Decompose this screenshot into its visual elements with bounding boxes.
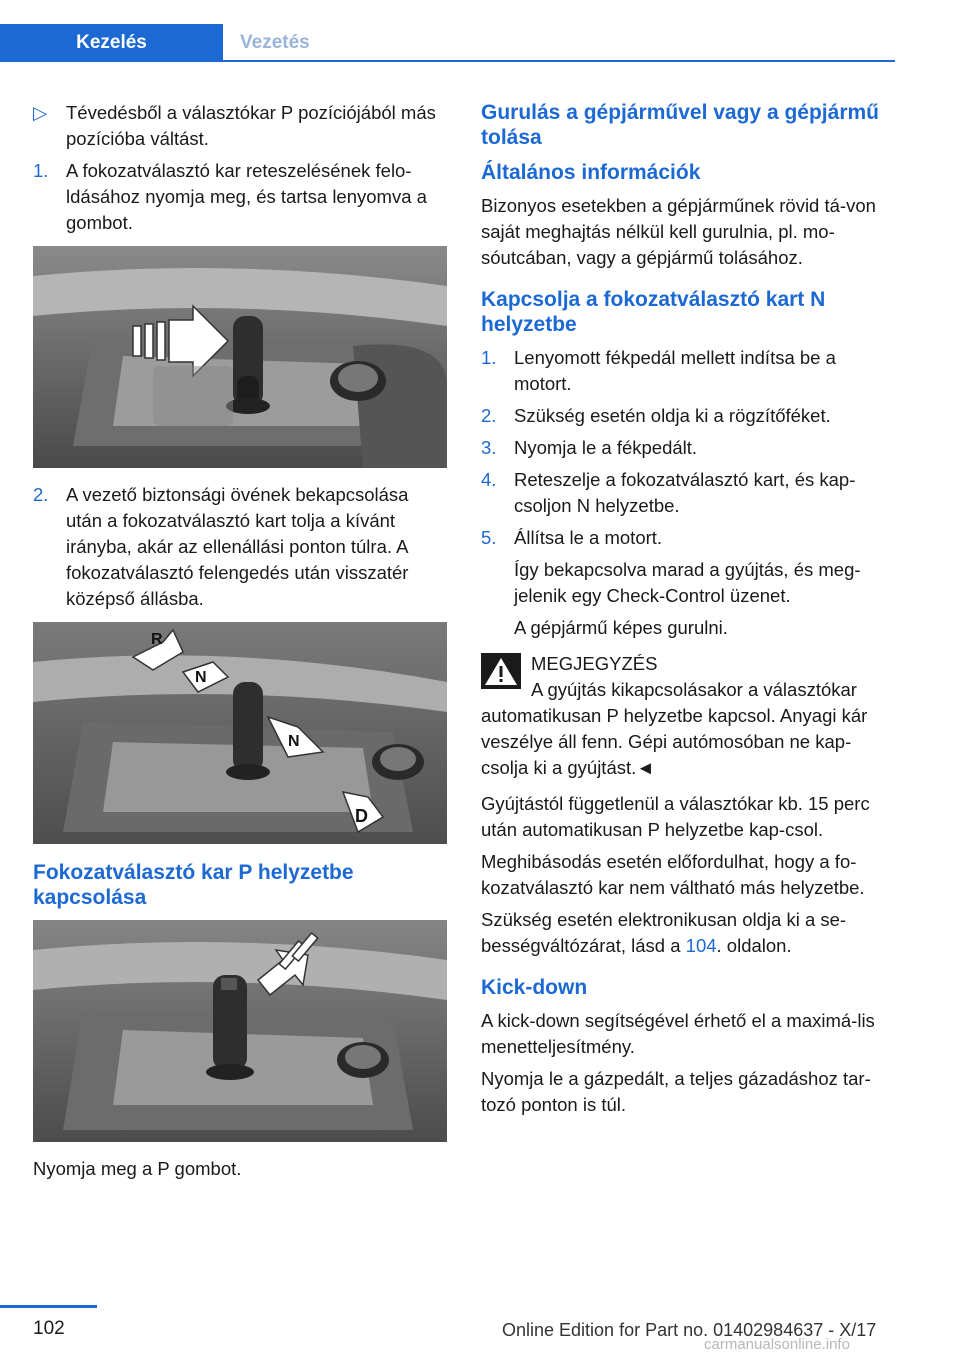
page-104-link[interactable]: 104 xyxy=(685,935,717,956)
step-number: 4. xyxy=(481,469,497,490)
step-5-detail: Így bekapcsolva marad a gyújtás, és meg‐jelenik egy Check-Control üzenet. xyxy=(514,559,861,606)
p-button-photo xyxy=(33,920,447,1142)
step-4 xyxy=(481,467,897,519)
kick-down-instruction: Nyomja le a gázpedált, a teljes gázadáshoz tar‐tozó ponton is túl. xyxy=(481,1068,871,1115)
footer-divider xyxy=(0,1305,97,1308)
tab-vezetes[interactable]: Vezetés xyxy=(240,32,310,53)
step-text: Szükség esetén oldja ki a rögzítőféket. xyxy=(514,405,831,426)
step-text: Nyomja le a fékpedált. xyxy=(514,437,698,458)
warning-triangle-icon xyxy=(481,653,521,689)
unlock-text-pre: Szükség esetén elektronikusan oldja ki a se‐bességváltózárat, lásd a xyxy=(481,909,847,956)
gear-lever-direction-photo xyxy=(33,622,447,844)
step-2 xyxy=(33,482,449,612)
warning-note xyxy=(481,651,897,781)
note-text-first: A gyújtás kikapcsolásakor a választókar xyxy=(531,679,857,700)
step-number: 5. xyxy=(481,527,497,548)
step-text: A fokozatválasztó kar reteszelésének felo‐ldásához nyomja meg, és tartsa lenyomva a gombot. xyxy=(66,160,427,233)
malfunction-text: Meghibásodás esetén előfordulhat, hogy a fo‐kozatválasztó kar nem váltható más helyzetbe. xyxy=(481,851,865,898)
unlock-text xyxy=(481,907,897,959)
header-divider xyxy=(0,60,895,62)
heading-general-info: Általános információk xyxy=(481,161,701,184)
heading-n-position: Kapcsolja a fokozatválasztó kart N helyzetbe xyxy=(481,288,826,336)
step-text: Reteszelje a fokozatválasztó kart, és kap‐csoljon N helyzetbe. xyxy=(514,469,856,516)
unlock-text-post: . oldalon. xyxy=(716,935,792,956)
step-number: 1. xyxy=(481,347,497,368)
left-column xyxy=(33,100,449,1188)
step-number: 2. xyxy=(33,484,49,505)
step-5 xyxy=(481,525,897,641)
step-number: 2. xyxy=(481,405,497,426)
direction-label-n-up: N xyxy=(195,669,207,686)
step-5-detail: A gépjármű képes gurulni. xyxy=(514,617,728,638)
right-column xyxy=(481,100,897,1124)
step-text: Lenyomott fékpedál mellett indítsa be a motort. xyxy=(514,347,836,394)
heading-p-position: Fokozatválasztó kar P helyzetbe kapcsolása xyxy=(33,861,354,909)
gear-lever-unlock-photo xyxy=(33,246,447,468)
direction-label-r: R xyxy=(151,631,163,648)
page-header xyxy=(0,0,895,62)
page-number: 102 xyxy=(33,1318,65,1339)
auto-park-text: Gyújtástól függetlenül a választókar kb. 15 perc után automatikusan P helyzetbe kap‐csol. xyxy=(481,793,870,840)
direction-label-d: D xyxy=(355,806,368,826)
kick-down-text: A kick-down segítségével érhető el a maximá‐lis menetteljesítmény. xyxy=(481,1010,875,1057)
section-title: Gurulás a gépjárművel vagy a gépjármű tolása xyxy=(481,101,879,149)
tab-kezeles[interactable]: Kezelés xyxy=(0,24,223,62)
heading-kick-down: Kick-down xyxy=(481,976,588,999)
step-3 xyxy=(481,435,897,461)
direction-label-n-down: N xyxy=(288,733,300,750)
step-text: Állítsa le a motort. xyxy=(514,527,663,548)
bullet-text: Tévedésből a választókar P pozíciójából más pozícióba váltást. xyxy=(66,102,436,149)
step-2 xyxy=(481,403,897,429)
bullet-item xyxy=(33,100,449,152)
step-text: A vezető biztonsági övének bekapcsolása után a fokozatválasztó kart tolja a kívánt irányba, akár az ellenállási ponton túlra. A fokozatválasztó felengedés után visszatér középső állásba. xyxy=(66,484,409,609)
watermark: carmanualsonline.info xyxy=(704,1336,850,1353)
triangle-bullet-icon: ▷ xyxy=(33,102,48,123)
step-1 xyxy=(481,345,897,397)
note-title: MEGJEGYZÉS xyxy=(531,653,658,674)
step-number: 3. xyxy=(481,437,497,458)
general-info-text: Bizonyos esetekben a gépjárműnek rövid tá‐von saját meghajtás nélkül kell gurulnia, pl. mo‐sóutcában, vagy a gépjármű tolásához. xyxy=(481,195,876,268)
p-button-caption: Nyomja meg a P gombot. xyxy=(33,1158,242,1179)
edition-info: Online Edition for Part no. 01402984637 - X/17 xyxy=(502,1320,877,1340)
step-number: 1. xyxy=(33,160,49,181)
step-1 xyxy=(33,158,449,236)
note-text: automatikusan P helyzetbe kapcsol. Anyagi kár veszélye áll fenn. Gépi autómosóban ne kap‐csolja ki a gyújtást.◄ xyxy=(481,705,868,778)
